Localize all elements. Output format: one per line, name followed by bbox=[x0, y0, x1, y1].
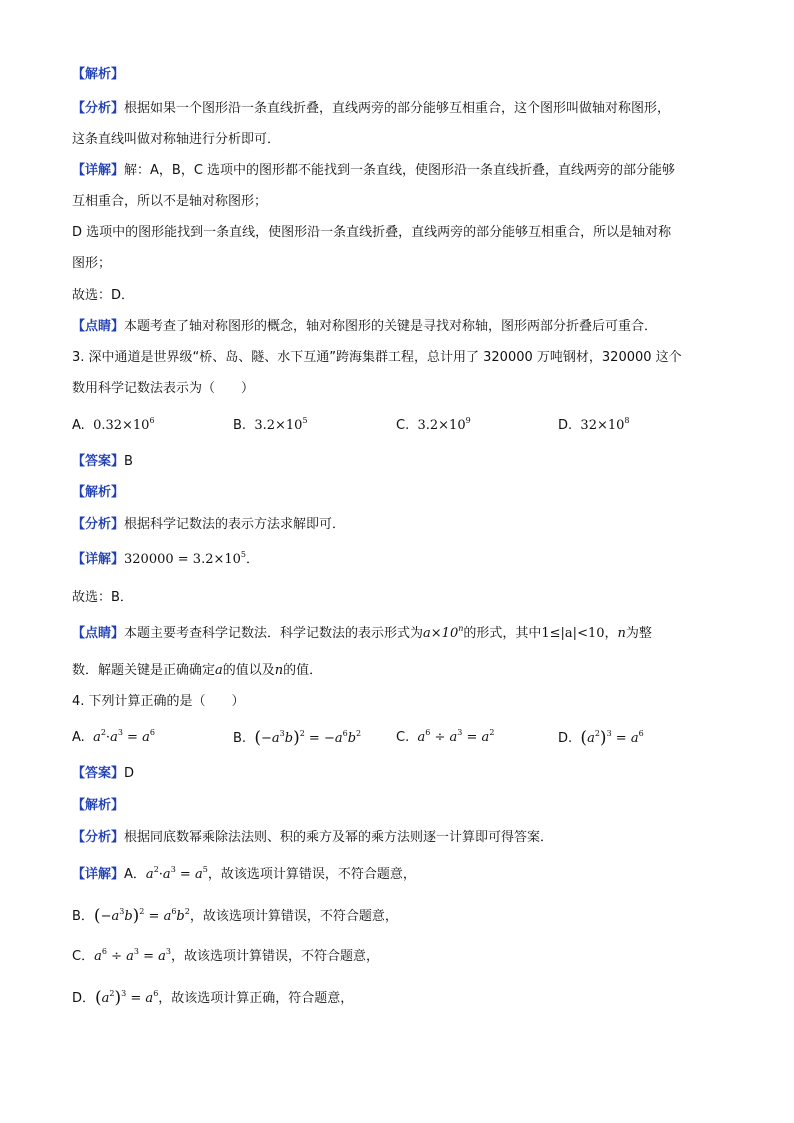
solution-line-d: D．$(a^2)^3 = a^6$，故该选项计算正确，符合题意， bbox=[72, 988, 354, 1008]
solution-line: 【详解】解：A，B，C 选项中的图形都不能找到一条直线，使图形沿一条直线折叠，直线两旁的部分能够 bbox=[72, 163, 676, 178]
solution-line: 互相重合，所以不是轴对称图形； bbox=[72, 194, 268, 209]
answer-choice-line: 故选：B． bbox=[72, 590, 133, 605]
answer-choice-line: 故选：D． bbox=[72, 288, 135, 303]
comment-line: 【点睛】本题主要考查科学记数法．科学记数法的表示形式为$a\times 10^n$的形式，其中1≤|a|<10，n为整 bbox=[72, 624, 652, 641]
analysis-line: 【分析】根据同底数幂乘除法法则、积的乘方及幂的乘方法则逐一计算即可得答案． bbox=[72, 830, 554, 845]
analysis-heading: 【解析】 bbox=[72, 798, 125, 813]
solution-line-c: C．$a^6 \div a^3 = a^3$，故该选项计算错误，不符合题意， bbox=[72, 947, 380, 964]
analysis-heading: 【解析】 bbox=[72, 67, 125, 82]
solution-line-a: 【详解】A．$a^2\cdot a^3 = a^5$，故该选项计算错误，不符合题意， bbox=[72, 865, 416, 882]
solution-line: 图形； bbox=[72, 256, 112, 271]
analysis-line: 这条直线叫做对称轴进行分析即可． bbox=[72, 132, 281, 147]
q4-option-d: D. $(a^2)^3 = a^6$ bbox=[558, 728, 644, 748]
q4-option-b: B. $(-a^3b)^2 = -a^6b^2$ bbox=[233, 728, 362, 748]
analysis-heading: 【解析】 bbox=[72, 485, 125, 500]
question-3-stem: 数用科学记数法表示为（ ） bbox=[72, 381, 255, 396]
comment-line: 【点睛】本题考查了轴对称图形的概念，轴对称图形的关键是寻找对称轴，图形两部分折叠后可重合． bbox=[72, 319, 658, 334]
solution-line: D 选项中的图形能找到一条直线，使图形沿一条直线折叠，直线两旁的部分能够互相重合，所以是轴对称 bbox=[72, 225, 672, 240]
q4-option-a: A. $a^2\cdot a^3 = a^6$ bbox=[72, 728, 155, 745]
question-3-stem: 3. 深中通道是世界级“桥、岛、隧、水下互通”跨海集群工程，总计用了 320000 万吨钢材，320000 这个 bbox=[72, 350, 682, 365]
q3-option-d: D. $32\times 10^8$ bbox=[558, 416, 630, 433]
answer-line: 【答案】D bbox=[72, 766, 135, 781]
comment-line: 数．解题关键是正确确定a的值以及n的值． bbox=[72, 663, 323, 678]
q4-option-c: C. $a^6 \div a^3 = a^2$ bbox=[396, 728, 495, 745]
answer-line: 【答案】B bbox=[72, 454, 133, 469]
q3-option-c: C. $3.2\times 10^9$ bbox=[396, 416, 471, 433]
q3-option-b: B. $3.2\times 10^5$ bbox=[233, 416, 308, 433]
analysis-line: 【分析】根据如果一个图形沿一条直线折叠，直线两旁的部分能够互相重合，这个图形叫做轴对称图形， bbox=[72, 101, 671, 116]
analysis-line: 【分析】根据科学记数法的表示方法求解即可． bbox=[72, 517, 346, 532]
q3-option-a: A. $0.32\times 10^6$ bbox=[72, 416, 155, 433]
solution-line: 【详解】$320000 = 3.2\times 10^5$． bbox=[72, 550, 260, 567]
solution-line-b: B．$(-a^3b)^2 = a^6b^2$，故该选项计算错误，不符合题意， bbox=[72, 906, 398, 926]
question-4-stem: 4. 下列计算正确的是（ ） bbox=[72, 694, 245, 709]
